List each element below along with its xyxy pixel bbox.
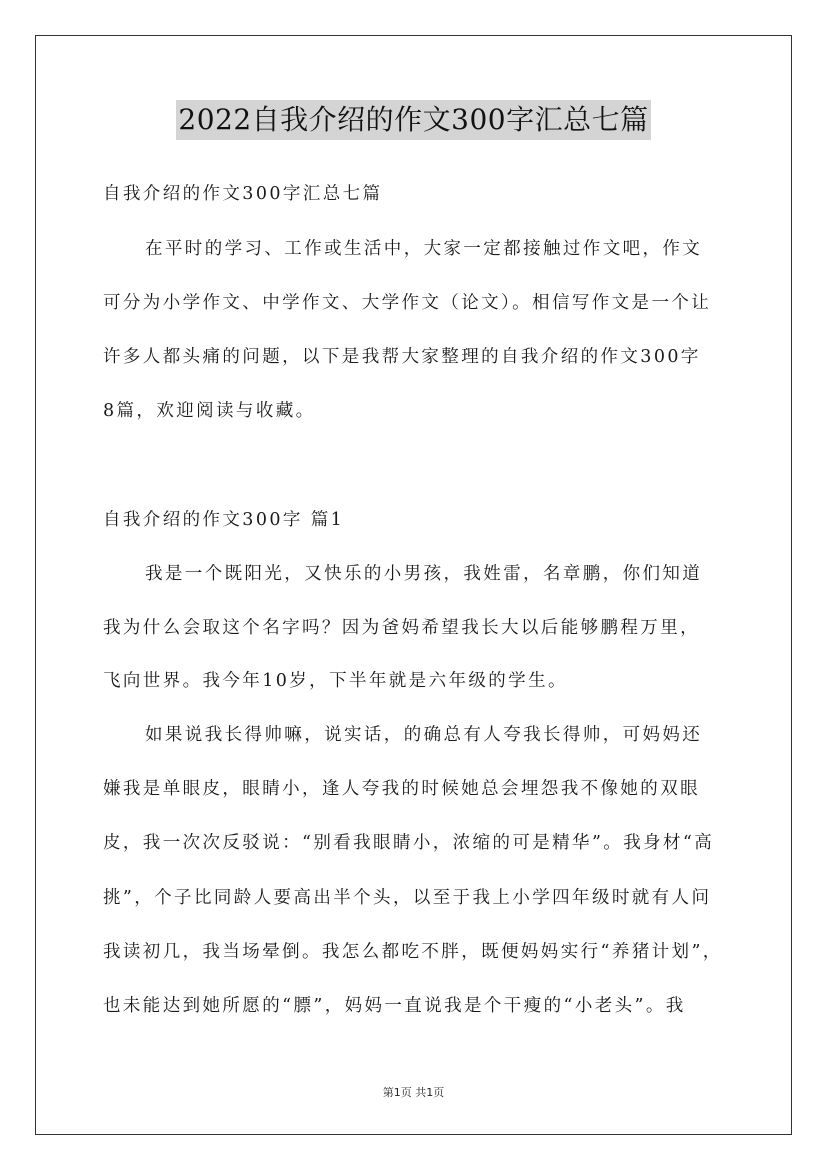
document-title: 2022自我介绍的作文300字汇总七篇 <box>176 100 650 140</box>
paragraph-line: 飞向世界。我今年10岁，下半年就是六年级的学生。 <box>103 671 568 691</box>
paragraph-line: 我为什么会取这个名字吗？因为爸妈希望我长大以后能够鹏程万里， <box>103 618 700 638</box>
intro-line: 在平时的学习、工作或生活中，大家一定都接触过作文吧，作文 <box>145 239 703 259</box>
intro-line: 许多人都头痛的问题，以下是我帮大家整理的自我介绍的作文300字 <box>103 347 701 367</box>
intro-line: 可分为小学作文、中学作文、大学作文（论文）。相信写作文是一个让 <box>103 293 712 313</box>
paragraph-line: 嫌我是单眼皮，眼睛小，逢人夸我的时候她总会埋怨我不像她的双眼 <box>103 779 700 799</box>
intro-line: 8篇，欢迎阅读与收藏。 <box>103 401 316 421</box>
title-container <box>0 100 827 140</box>
paragraph-line: 挑”，个子比同龄人要高出半个头，以至于我上小学四年级时就有人问 <box>103 888 712 908</box>
paragraph-line: 我读初几，我当场晕倒。我怎么都吃不胖，既便妈妈实行“养猪计划”， <box>103 942 723 962</box>
section-heading: 自我介绍的作文300字 篇1 <box>103 510 345 530</box>
subtitle: 自我介绍的作文300字汇总七篇 <box>103 184 383 204</box>
paragraph-line: 如果说我长得帅嘛，说实话，的确总有人夸我长得帅，可妈妈还 <box>145 725 703 745</box>
paragraph-line: 我是一个既阳光，又快乐的小男孩，我姓雷，名章鹏，你们知道 <box>145 564 703 584</box>
paragraph-line: 也未能达到她所愿的“膘”，妈妈一直说我是个干瘦的“小老头”。我 <box>103 996 686 1016</box>
paragraph-line: 皮，我一次次反驳说：“别看我眼睛小，浓缩的可是精华”。我身材“高 <box>103 833 715 853</box>
page-footer: 第1页 共1页 <box>382 1086 445 1099</box>
